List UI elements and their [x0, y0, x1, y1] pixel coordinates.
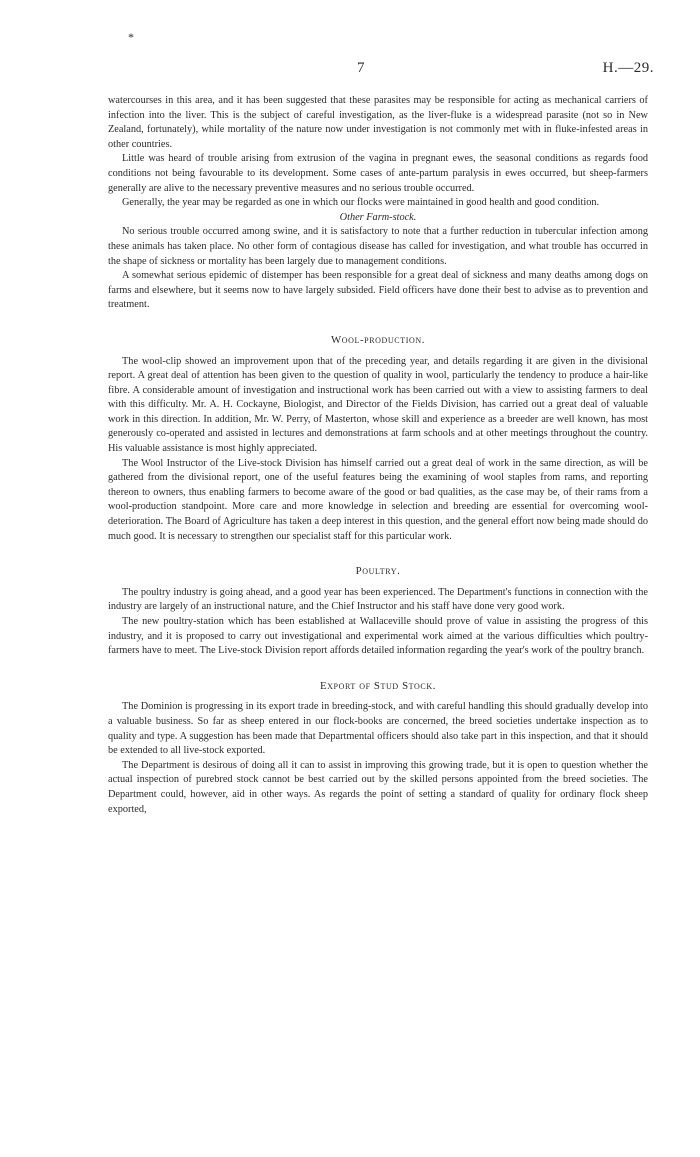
page-body: [108, 94, 648, 817]
asterisk-mark: *: [128, 30, 134, 44]
paragraph: Generally, the year may be regarded as one in which our flocks were maintained in good health and good condition.: [122, 197, 600, 209]
section-heading-poultry: Poultry.: [355, 565, 401, 578]
paragraph: The Department is desirous of doing all it can to assist in improving this growing trade, but it is open to question whether the actual inspection of purebred stock cannot be best carried out by the skilled persons appointed from the breed societies. The Department could, however, aid in other ways. As regards the point of setting a standard of quality for ordinary flock sheep exported,: [108, 759, 648, 815]
section-heading-wool-production: Wool-production.: [330, 333, 426, 346]
paragraph: The Wool Instructor of the Live-stock Division has himself carried out a great deal of work in the same direction, as will be gathered from the divisional report, one of the useful features being the examining of wool staples from rams, and reporting thereon to owners, thus enabling farmers to become aware of the good or bad qualities, as the case may be, of their rams from a wool-production standpoint. More care and more knowledge in selection and breeding are essential for overcoming wool-deterioration. The Board of Agriculture has taken a deep interest in this question, and the general effort now being made should do much good. It is necessary to strengthen our specialist staff for this particular work.: [108, 457, 648, 542]
paragraph: Little was heard of trouble arising from extrusion of the vagina in pregnant ewes, the seasonal conditions as regards food conditions not being favourable to its development. Some cases of ante-partum paralysis in ewes occurred, but sheep-farmers generally are alive to the necessary preventive measures and no serious trouble occurred.: [108, 153, 648, 194]
paragraph: The Dominion is progressing in its export trade in breeding-stock, and with careful handling this should gradually develop into a valuable business. So far as sheep entered in our flock-books are concerned, the breed societies undertake inspection as to quality and type. A suggestion has been made that Departmental officers should also take part in this inspection, and that it should be extended to all live-stock exported.: [108, 701, 648, 757]
section-heading-export-stud-stock: Export of Stud Stock.: [319, 679, 437, 692]
paragraph: The new poultry-station which has been established at Wallaceville should prove of value in assisting the progress of this industry, and it is proposed to carry out investigational and experimental work aimed at the various difficulties which poultry-farmers have to meet. The Live-stock Division report affords detailed information regarding the year's work of the poultry branch.: [108, 616, 648, 657]
paragraph: The wool-clip showed an improvement upon that of the preceding year, and details regarding it are given in the divisional report. A great deal of attention has been given to the question of quality in wool, particularly the tendency to produce a hair-like fibre. A considerable amount of investigation and instructional work has been carried out with a view to assisting farmers to deal with this difficulty. Mr. A. H. Cockayne, Biologist, and Director of the Fields Division, has carried out a great deal of valuable work in this direction. In addition, Mr. W. Perry, of Masterton, whose skill and experience as a breeder are well known, has most generously co-operated and assisted in lectures and demonstrations at farm schools and at other meetings throughout the country. His valuable assistance is most highly appreciated.: [108, 355, 648, 455]
document-reference: H.—29.: [602, 60, 654, 76]
paragraph: watercourses in this area, and it has been suggested that these parasites may be responsible for acting as mechanical carriers of infection into the liver. This is the subject of careful investigation, as the liver-fluke is a widespread parasite (not so in New Zealand, fortunately), while mortality of the nature now under investigation is not commonly met with in fluke-infested areas in other countries.: [108, 95, 648, 150]
paragraph: A somewhat serious epidemic of distemper has been responsible for a great deal of sickness and many deaths among dogs on farms and elsewhere, but it seems now to have largely subsided. Field officers have done their best to advise as to prevention and treatment.: [108, 270, 648, 311]
paragraph: No serious trouble occurred among swine, and it is satisfactory to note that a further reduction in tubercular infection among these animals has taken place. No other form of contagious disease has called for investigation, and what trouble has occurred in the shape of sickness or mortality has been largely due to management conditions.: [108, 226, 648, 267]
section-subheading-other-farm-stock: Other Farm-stock.: [339, 211, 417, 223]
page-number: 7: [357, 60, 365, 76]
paragraph: The poultry industry is going ahead, and a good year has been experienced. The Department's functions in connection with the industry are largely of an instructional nature, and the Chief Instructor and his staff have done very good work.: [108, 586, 648, 613]
